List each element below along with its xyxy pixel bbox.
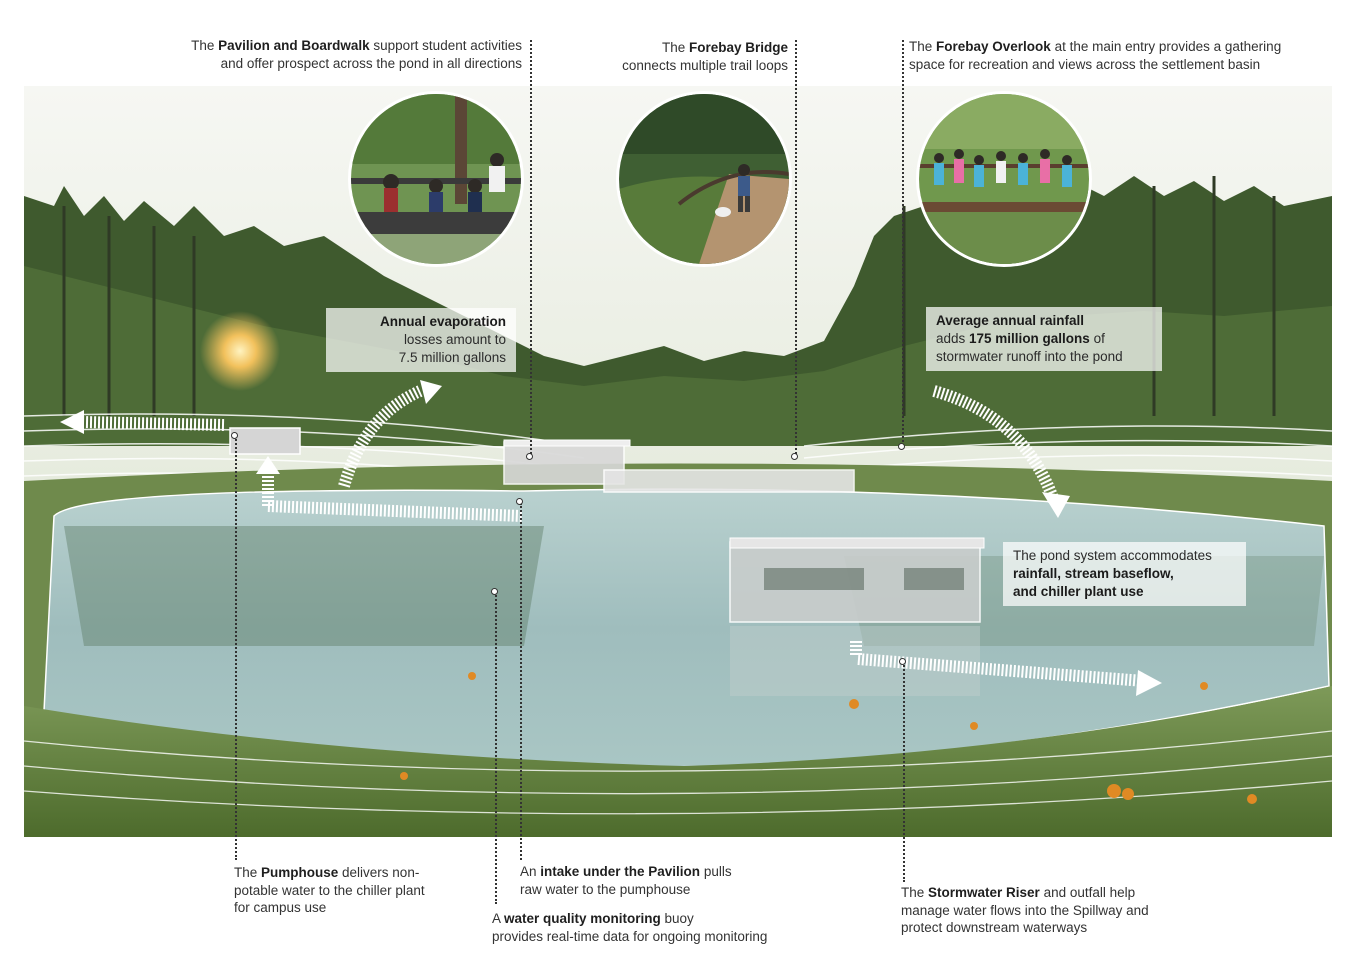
pavilion-photo xyxy=(348,91,524,267)
forebay-overlook-photo xyxy=(916,91,1092,267)
forebay-bridge-leader-line xyxy=(795,40,797,458)
intake-caption: An intake under the Pavilion pulls raw water to the pumphouse xyxy=(520,864,732,897)
forebay-overlook-leader-line xyxy=(902,40,904,446)
evaporation-callout: Annual evaporation losses amount to 7.5 million gallons xyxy=(326,308,516,372)
buoy-leader-dot xyxy=(491,588,498,595)
stormwater-riser-caption: The Stormwater Riser and outfall help manage water flows into the Spillway and protect downstream waterways xyxy=(901,885,1149,935)
riser-leader-dot xyxy=(899,658,906,665)
rainfall-callout: Average annual rainfall adds 175 million gallons of stormwater runoff into the pond xyxy=(926,307,1162,371)
pavilion-caption: The Pavilion and Boardwalk support student activities and offer prospect across the pond in all directions xyxy=(191,38,522,71)
pond-system-callout: The pond system accommodates rainfall, stream baseflow, and chiller plant use xyxy=(1003,542,1246,606)
forebay-bridge-leader-dot xyxy=(791,453,798,460)
forebay-bridge-photo xyxy=(616,91,792,267)
intake-leader-dot xyxy=(516,498,523,505)
intake-leader-line xyxy=(520,503,522,860)
buoy-caption: A water quality monitoring buoy provides real-time data for ongoing monitoring xyxy=(492,911,768,944)
pavilion-leader-dot xyxy=(526,453,533,460)
buoy-leader-line xyxy=(495,592,497,904)
riser-leader-line xyxy=(903,662,905,882)
forebay-bridge-caption: The Forebay Bridge connects multiple trail loops xyxy=(622,40,788,73)
pumphouse-leader-line xyxy=(235,436,237,860)
pavilion-leader-line xyxy=(530,40,532,458)
forebay-overlook-leader-dot xyxy=(898,443,905,450)
pumphouse-caption: The Pumphouse delivers non- potable water to the chiller plant for campus use xyxy=(234,865,425,915)
forebay-overlook-caption: The Forebay Overlook at the main entry provides a gathering space for recreation and views across the settlement basin xyxy=(909,39,1282,72)
pumphouse-leader-dot xyxy=(231,432,238,439)
